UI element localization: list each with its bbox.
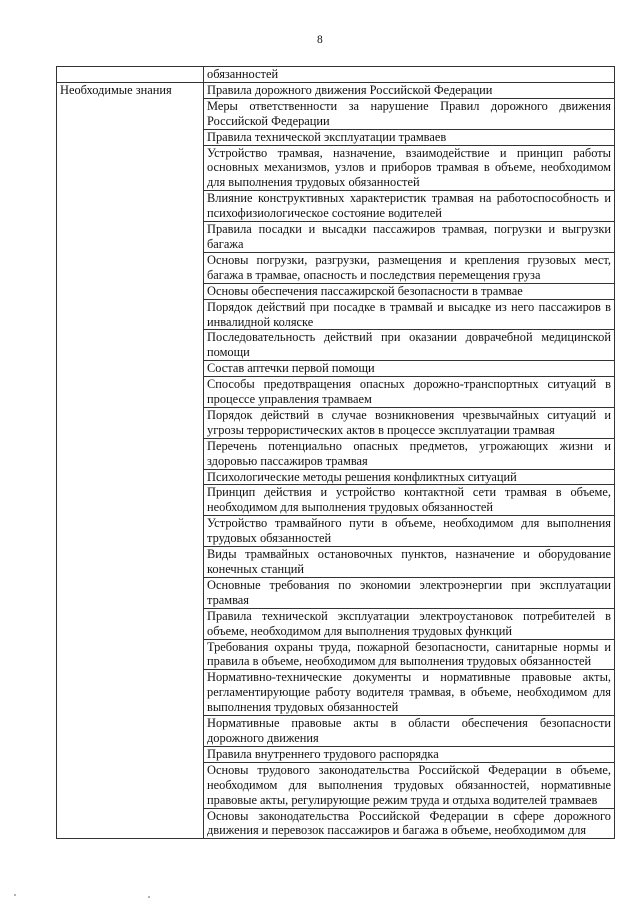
table-row: [57, 67, 615, 83]
knowledge-item: Состав аптечки первой помощи: [204, 361, 615, 377]
label-cell-empty: [57, 67, 204, 83]
knowledge-item: Виды трамвайных остановочных пунктов, назначение и оборудование конечных станций: [204, 547, 615, 578]
table-row: [57, 82, 615, 98]
scan-speck: [14, 894, 16, 896]
knowledge-item: Устройство трамвайного пути в объеме, необходимом для выполнения трудовых обязанностей: [204, 516, 615, 547]
knowledge-item: Влияние конструктивных характеристик трамвая на работоспособность и психофизиологическое состояние водителей: [204, 191, 615, 222]
knowledge-item: Принцип действия и устройство контактной сети трамвая в объеме, необходимом для выполнения трудовых обязанностей: [204, 485, 615, 516]
knowledge-item: Психологические методы решения конфликтных ситуаций: [204, 469, 615, 485]
continuation-cell: обязанностей: [204, 67, 615, 83]
page-number: 8: [317, 34, 323, 46]
knowledge-item: Правила посадки и высадки пассажиров трамвая, погрузки и выгрузки багажа: [204, 222, 615, 253]
knowledge-item: Требования охраны труда, пожарной безопасности, санитарные нормы и правила в объеме, необходимом для выполнения трудовых обязанностей: [204, 639, 615, 670]
knowledge-item: Устройство трамвая, назначение, взаимодействие и принцип работы основных механизмов, узлов и приборов трамвая в объеме, необходимом для выполнения трудовых обязанностей: [204, 145, 615, 191]
knowledge-item: Способы предотвращения опасных дорожно-транспортных ситуаций в процессе управления трамваем: [204, 377, 615, 408]
knowledge-item: Последовательность действий при оказании доврачебной медицинской помощи: [204, 330, 615, 361]
knowledge-item: Порядок действий в случае возникновения чрезвычайных ситуаций и угрозы террористических актов в процессе эксплуатации трамвая: [204, 407, 615, 438]
knowledge-item: Основы трудового законодательства Российской Федерации в объеме, необходимом для выполнения трудовых обязанностей, нормативные правовые акты, регулирующие режим труда и отдыха водителей трамваев: [204, 762, 615, 808]
knowledge-item: Правила дорожного движения Российской Федерации: [204, 82, 615, 98]
knowledge-item: Основы погрузки, разгрузки, размещения и крепления грузовых мест, багажа в трамвае, опасность и последствия перемещения груза: [204, 252, 615, 283]
knowledge-item: Нормативно-технические документы и нормативные правовые акты, регламентирующие работу водителя трамвая, в объеме, необходимом для выполнения трудовых обязанностей: [204, 670, 615, 716]
requirements-table: [56, 66, 615, 839]
knowledge-item: Меры ответственности за нарушение Правил дорожного движения Российской Федерации: [204, 98, 615, 129]
knowledge-item: Порядок действий при посадке в трамвай и высадке из него пассажиров в инвалидной коляске: [204, 299, 615, 330]
scan-speck: [148, 896, 150, 898]
knowledge-item: Правила технической эксплуатации трамваев: [204, 129, 615, 145]
knowledge-item: Правила внутреннего трудового распорядка: [204, 746, 615, 762]
knowledge-item: Основы обеспечения пассажирской безопасности в трамвае: [204, 283, 615, 299]
knowledge-item: Нормативные правовые акты в области обеспечения безопасности дорожного движения: [204, 716, 615, 747]
knowledge-item: Основные требования по экономии электроэнергии при эксплуатации трамвая: [204, 577, 615, 608]
knowledge-item: Перечень потенциально опасных предметов, угрожающих жизни и здоровью пассажиров трамвая: [204, 438, 615, 469]
section-label: Необходимые знания: [57, 82, 204, 838]
knowledge-item: Правила технической эксплуатации электроустановок потребителей в объеме, необходимом для выполнения трудовых функций: [204, 608, 615, 639]
knowledge-item: Основы законодательства Российской Федерации в сфере дорожного движения и перевозок пассажиров и багажа в объеме, необходимом для: [204, 808, 615, 839]
